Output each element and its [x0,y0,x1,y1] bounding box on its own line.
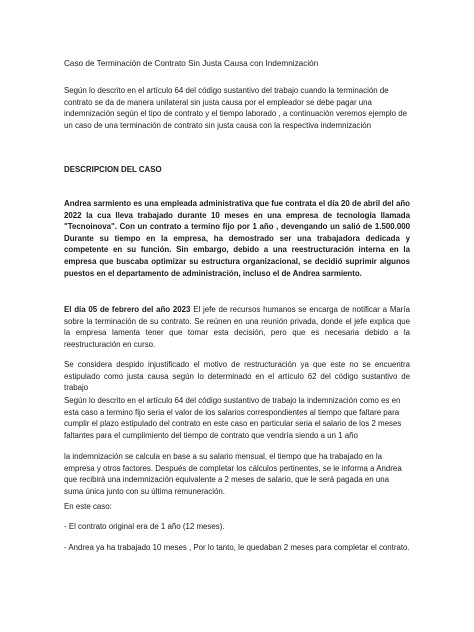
termination-notice-paragraph [64,304,410,350]
notice-text: El jefe de recursos humanos se encarga de notificar a María sobre la terminación de su contrato. Se reúnen en una reunión privada, donde el jefe explica que la empresa lamenta tener que tomar esta decisión, pero que es necesaria debido a la reestructuración en curso. [64,305,410,349]
case-summary-item: - Andrea ya ha trabajado 10 meses , Por lo tanto, le quedaban 2 meses para completar el contrato. [64,543,410,552]
case-description-paragraph: Andrea sarmiento es una empleada administrativa que fue contrata el día 20 de abril del año 2022 la cua lleva trabajado durante 10 meses en una empresa de tecnología llamada "Tecnoinova". Con un contrato a termino fijo por 1 año , devengando un salió de 1.500.000 Durante su tiempo en la empresa, ha demostrado ser una trabajadora dedicada y competente en su función. Sin embargo, debido a una reestructuración interna en la empresa que buscaba optimizar su estructura organizacional, se decidió suprimir algunos puestos en el departamento de administración, incluso el de Andrea sarmiento. [64,199,410,278]
section-heading: DESCRIPCION DEL CASO [64,165,162,174]
indemnity-law-paragraph: Según lo descrito en el artículo 64 del código sustantivo de trabajo la indemnización como es en esta caso a termino fijo seria el valor de los salarios correspondientes al tiempo que faltare para cumplir el plazo estipulado del contrato en este caso en particular seria el salario de los 2 meses faltantes para el cumplimiento del tiempo de contrato que vendría siendo a un 1 año [64,396,402,440]
notice-date: El día 05 de febrero del año 2023 [64,305,191,314]
case-summary-label: En este caso: [64,502,112,511]
unjustified-dismissal-paragraph: Se considera despido injustificado el motivo de restructuración ya que este no se encuentra estipulado como justa causa según lo determinado en el artículo 62 del código sustantivo de trabajo [64,360,410,393]
document-title: Caso de Terminación de Contrato Sin Justa Causa con Indemnización [64,59,319,68]
intro-paragraph: Según lo descrito en el artículo 64 del código sustantivo del trabajo cuando la terminación de contrato se da de manera unilateral sin justa causa por el empleador se debe pagar una indemnización según el tipo de contrato y el tiempo laborado , a continuación veremos ejemplo de un caso de una terminación de contrato sin justa causa con la respectiva indemnización [64,86,408,130]
indemnity-calculation-paragraph: la indemnización se calcula en base a su salario mensual, el tiempo que ha trabajado en la empresa y otros factores. Después de completar los cálculos pertinentes, se le informa a Andrea que recibirá una indemnización equivalente a 2 meses de salario, que le será pagada en una suma única junto con su última remuneración. [64,452,402,496]
case-summary-item: - El contrato original era de 1 año (12 meses). [64,522,225,531]
